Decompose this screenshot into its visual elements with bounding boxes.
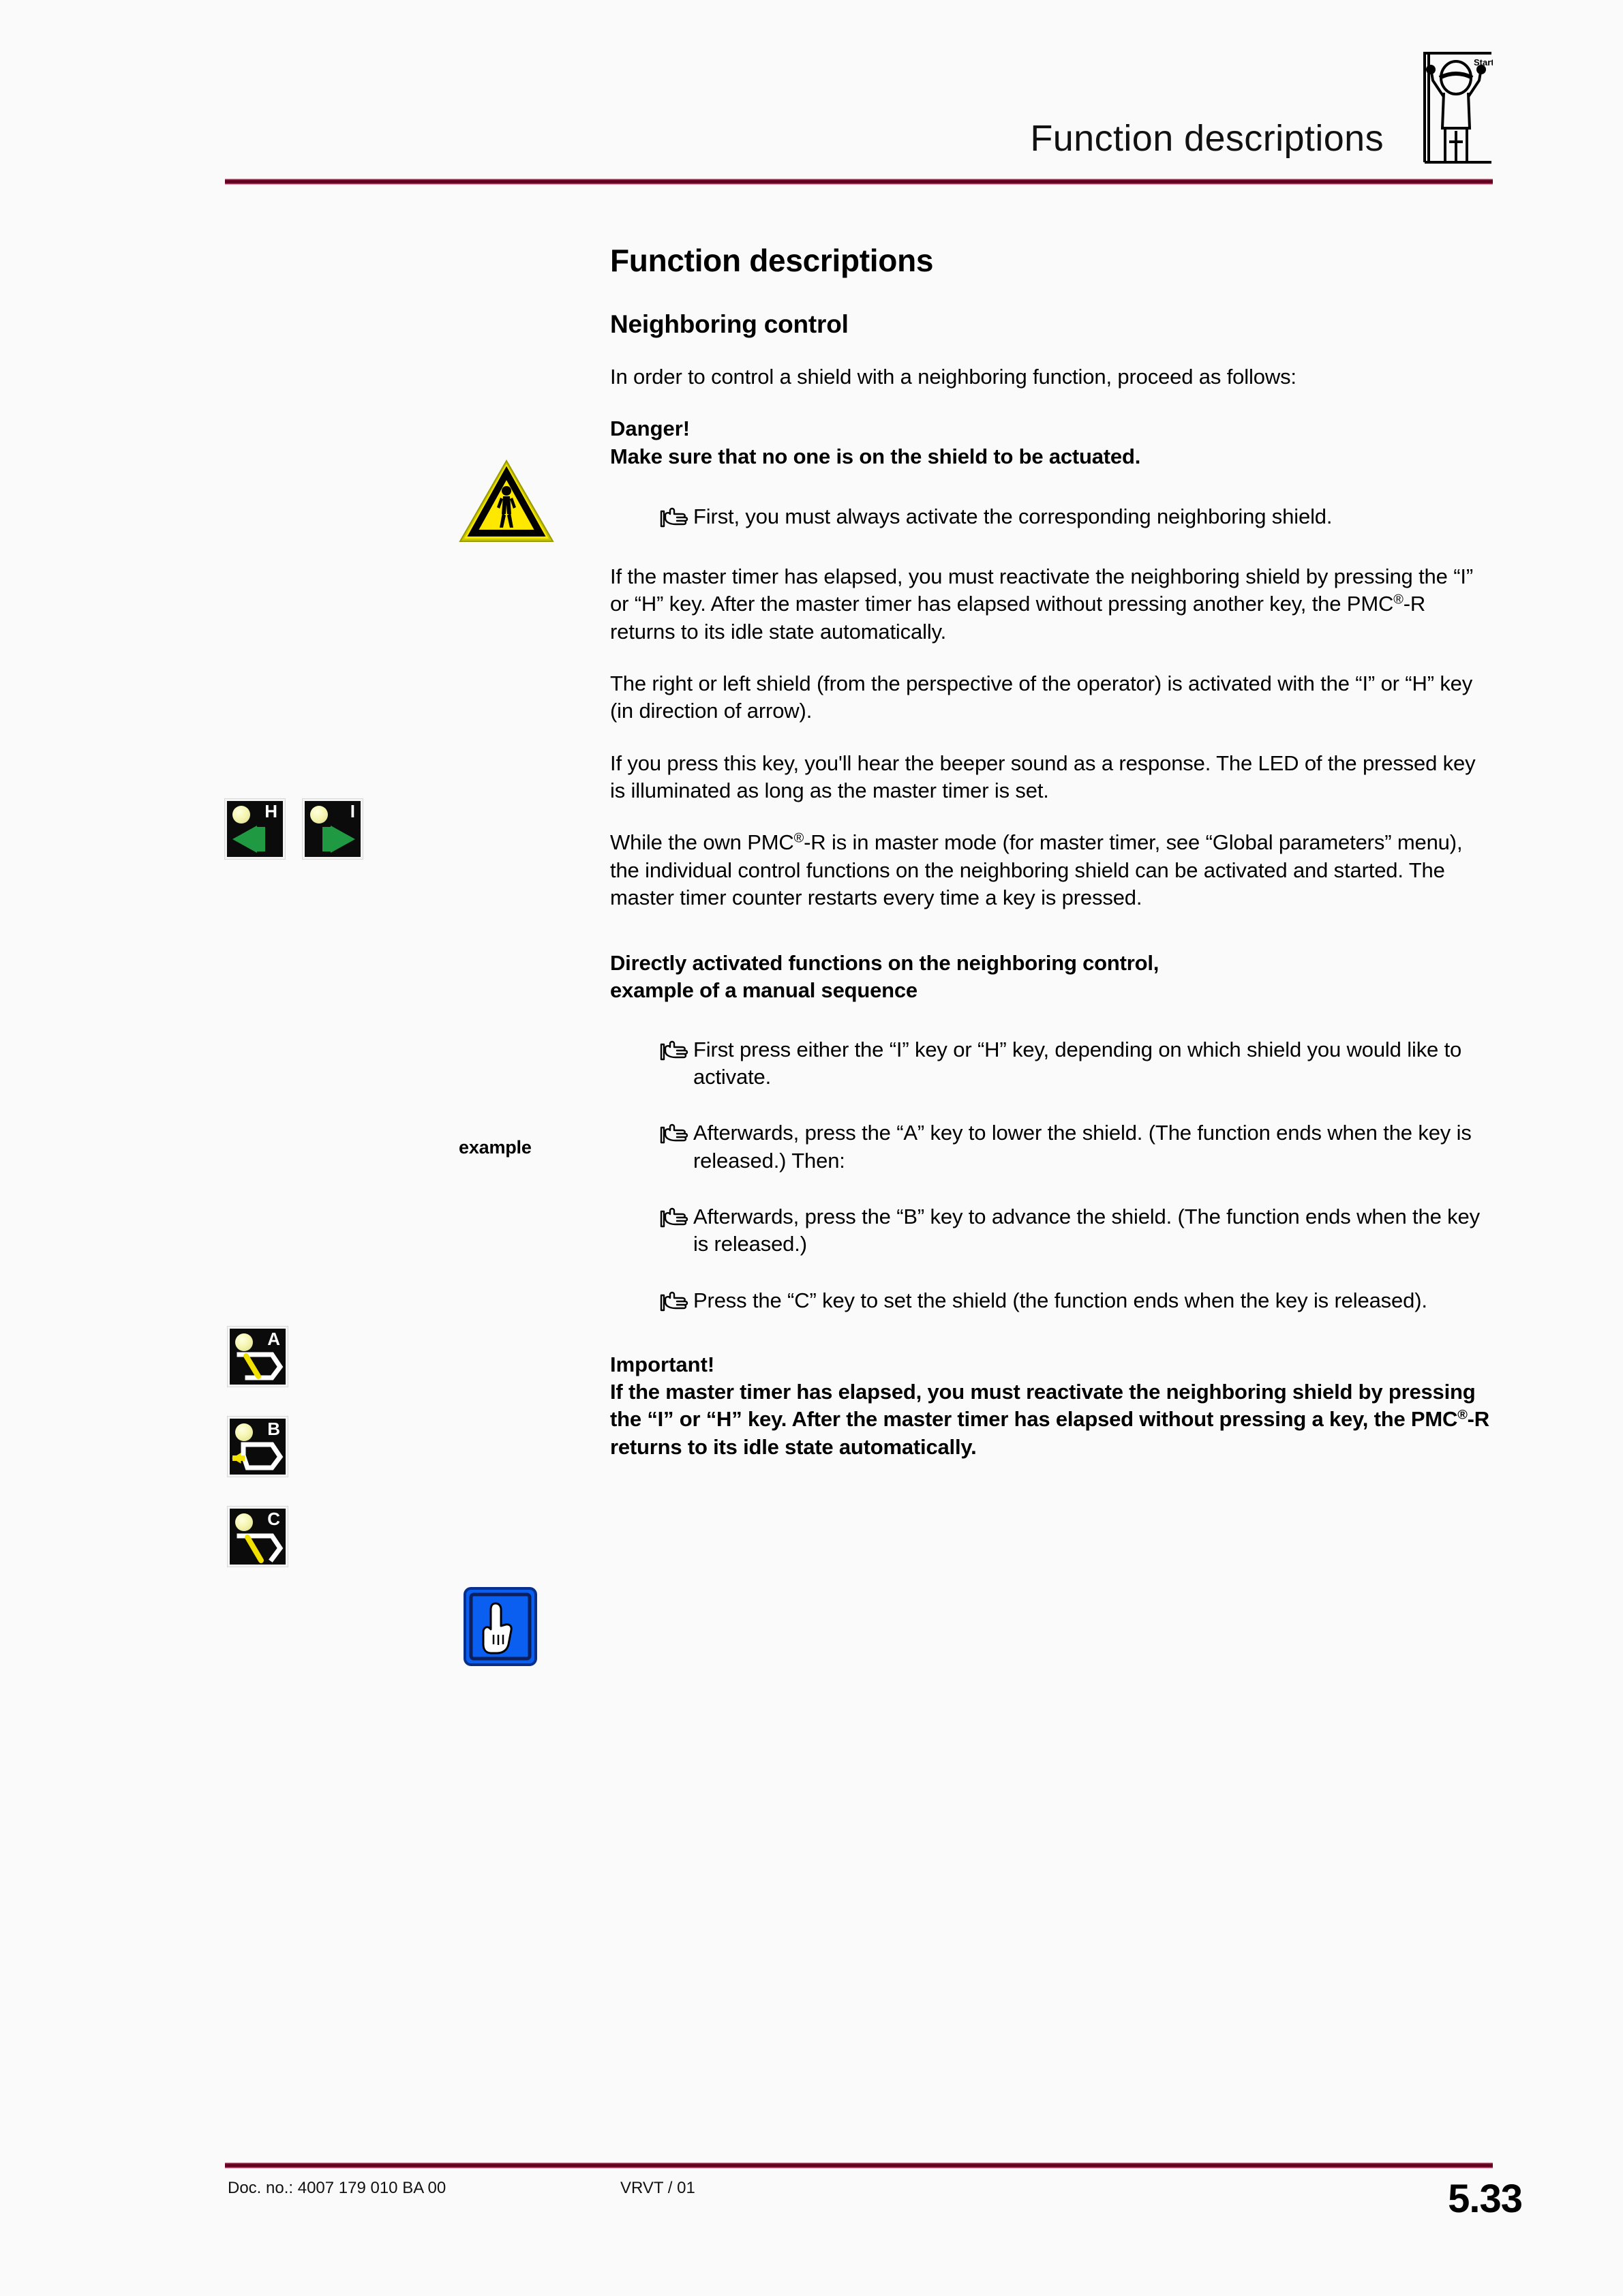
paragraph-text: While the own PMC — [610, 830, 794, 855]
danger-title: Danger! — [610, 417, 691, 441]
page-header — [225, 27, 1493, 184]
important-note — [610, 1351, 1489, 1461]
paragraph-text-cont: -R returns to its idle state automatically. — [610, 592, 1426, 644]
key-label-a: A — [267, 1329, 280, 1349]
pointing-hand-bullet-icon — [659, 1122, 689, 1147]
operator-raising-arms-icon — [1411, 42, 1493, 179]
pointing-hand-bullet-icon — [659, 506, 689, 530]
danger-text: Make sure that no one is on the shield to be actuated. — [610, 444, 1141, 468]
list-item-text: Afterwards, press the “B” key to advance the shield. (The function ends when the key is released.) — [693, 1204, 1480, 1256]
footer-doc-number: Doc. no.: 4007 179 010 BA 00 — [228, 2179, 446, 2197]
list-item-text: Press the “C” key to set the shield (the function ends when the key is released). — [693, 1288, 1427, 1312]
example-heading-line2: example of a manual sequence — [610, 978, 917, 1003]
list-item-text: First, you must always activate the corresponding neighboring shield. — [693, 504, 1333, 528]
important-title: Important! — [610, 1352, 715, 1376]
key-icon-h — [225, 799, 285, 859]
footer-rule — [225, 2162, 1493, 2169]
arrow-left-icon — [227, 820, 283, 856]
page-number: 5.33 — [1448, 2177, 1522, 2221]
page-title: Function descriptions — [610, 243, 934, 278]
key-label-b: B — [267, 1419, 280, 1439]
key-label-c: C — [267, 1509, 280, 1529]
shield-lower-icon — [230, 1348, 286, 1383]
important-text — [610, 1378, 1489, 1461]
important-text-a: If the master timer has elapsed, you must reactivate the neighboring shield by pressing the “I” or “H” key. After the master timer has elapsed without pressing a key, the PMC — [610, 1380, 1476, 1432]
shield-set-icon — [230, 1528, 286, 1563]
header-icon-caption: Start — [1474, 57, 1493, 67]
registered-mark: ® — [793, 830, 804, 846]
footer-revision: VRVT / 01 — [620, 2179, 695, 2197]
example-heading — [610, 950, 1489, 1005]
important-text-b: -R returns to its idle state automatically. — [610, 1407, 1489, 1459]
section-title: Neighboring control — [610, 310, 849, 338]
warning-triangle-pedestrian-icon — [458, 458, 555, 544]
pointing-hand-bullet-icon — [659, 1290, 689, 1314]
key-icon-i — [303, 799, 363, 859]
key-label-h: H — [264, 801, 277, 821]
key-icon-b — [228, 1417, 288, 1477]
paragraph-text-cont: -R is in master mode (for master timer, see “Global parameters” menu), the individual control functions on the neighboring shield can be activated and started. The master timer counter restarts every time a key is pressed. — [610, 830, 1463, 909]
paragraph-master-mode — [610, 829, 1476, 911]
header-title: Function descriptions — [1030, 118, 1384, 159]
example-steps — [610, 1036, 1489, 1314]
list-item — [610, 1203, 1489, 1258]
key-label-i: I — [350, 801, 355, 821]
paragraph-text: If the master timer has elapsed, you must reactivate the neighboring shield by pressing the “I” or “H” key. After the master timer has elapsed without pressing another key, the PMC — [610, 564, 1474, 616]
example-heading-line1: Directly activated functions on the neighboring control, — [610, 951, 1159, 976]
pointing-hand-bullet-icon — [659, 1039, 689, 1063]
list-item-text: First press either the “I” key or “H” key, depending on which shield you would like to activate. — [693, 1037, 1462, 1089]
list-item — [610, 1287, 1489, 1314]
shield-advance-icon — [230, 1438, 286, 1473]
registered-mark: ® — [1393, 592, 1404, 608]
main-content — [610, 242, 1489, 1461]
example-label: example — [459, 1137, 532, 1158]
header-rule — [225, 179, 1493, 185]
paragraph-master-timer — [610, 563, 1476, 646]
list-item — [610, 1036, 1489, 1091]
registered-mark: ® — [1457, 1408, 1468, 1423]
paragraph-beeper: If you press this key, you'll hear the beeper sound as a response. The LED of the pressed key is illuminated as long as the master timer is set. — [610, 751, 1476, 802]
danger-note — [610, 415, 1489, 470]
key-icon-a — [228, 1327, 288, 1387]
list-item — [610, 1119, 1489, 1175]
paragraph-shield-direction: The right or left shield (from the perspective of the operator) is activated with the “I” or “H” key (in direction of arrow). — [610, 671, 1473, 723]
list-item — [610, 503, 1489, 530]
list-item-text: Afterwards, press the “A” key to lower the shield. (The function ends when the key is released.) Then: — [693, 1121, 1472, 1173]
pointing-hand-bullet-icon — [659, 1206, 689, 1230]
arrow-right-icon — [305, 820, 361, 856]
key-icon-c — [228, 1507, 288, 1567]
pointing-hand-blue-icon — [464, 1587, 537, 1666]
intro-paragraph: In order to control a shield with a neighboring function, proceed as follows: — [610, 365, 1296, 389]
